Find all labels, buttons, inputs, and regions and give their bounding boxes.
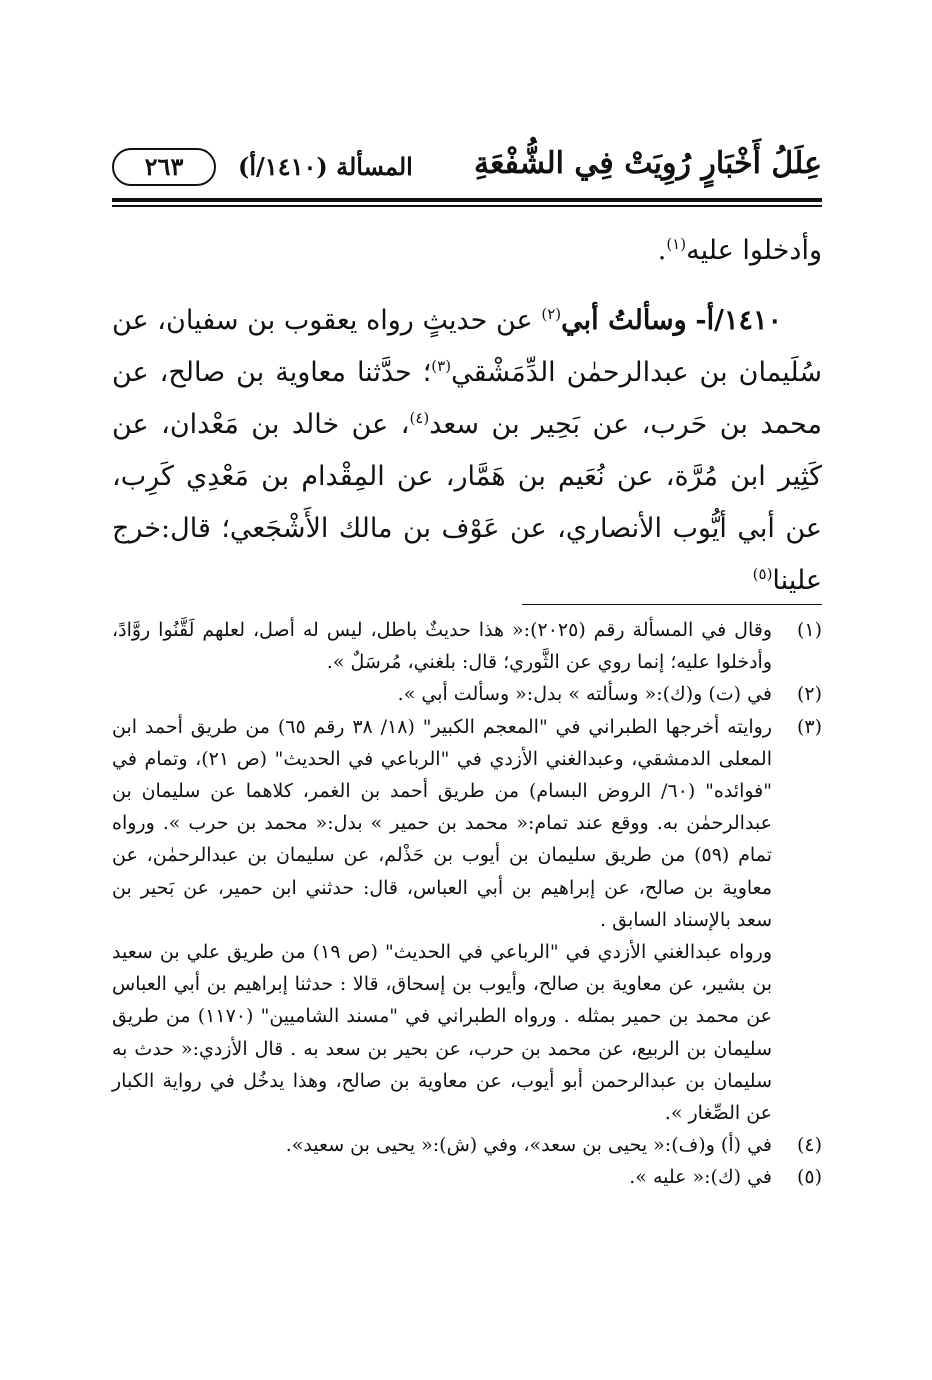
entry-text-c: ، عن خالد بن مَعْدان، عن كَثِير ابن مُرَّة، عن نُعَيم بن هَمَّار، عن المِقْدام بن مَعْدِي كَرِب، عن أبي أيُّوب الأنصاري، عن عَوْف بن مالك الأَشْجَعي؛ قال:خرج علينا bbox=[112, 409, 822, 596]
entry-text-b: ؛ حدَّثنا معاوية بن صالح، عن محمد بن حَرب، عن بَحِير بن سعد bbox=[112, 357, 823, 440]
entry-text-a: عن حديثٍ رواه يعقوب بن سفيان، عن سُلَيمان بن عبدالرحمٰن الدِّمَشْقي bbox=[112, 305, 822, 388]
footnote-marker: (٥) bbox=[796, 1166, 822, 1189]
footnote-text: في (أ) و(ف):« يحيى بن سعد»، وفي (ش):« يحيى بن سعيد». bbox=[285, 1134, 772, 1157]
footnote-body bbox=[112, 1129, 772, 1161]
page-number: ٢٦٣ bbox=[112, 148, 216, 186]
footnote-body bbox=[112, 678, 772, 710]
footnote-body bbox=[112, 614, 772, 678]
footnotes bbox=[112, 614, 822, 1194]
footnote-body bbox=[112, 1161, 772, 1193]
footnote-4 bbox=[112, 1129, 822, 1161]
continuation-end: . bbox=[657, 235, 667, 266]
footnote-marker: (٤) bbox=[796, 1134, 822, 1157]
footnote-marker: (٣) bbox=[796, 715, 822, 738]
footnote-text: ورواه عبدالغني الأزدي في "الرباعي في الحديث" (ص ١٩) من طريق علي بن سعيد بن بشير، عن معاوية بن صالح، وأيوب بن إسحاق، قالا : حدثنا إبراهيم بن أبي العباس عن محمد بن حمير بمثله . ورواه الطبراني في "مسند الشاميين" (١١٧٠) من طريق سليمان بن الربيع، عن محمد بن حرب، عن بحير بن سعد به . قال الأزدي:« حدث به سليمان بن عبدالرحمن أبو أيوب، عن معاوية بن صالح، وهذا يدخُل في رواية الكبار عن الصِّغار ». bbox=[112, 941, 772, 1125]
footnote-ref-2: (٢) bbox=[541, 305, 562, 323]
main-text bbox=[112, 225, 822, 607]
entry-number: ١٤١٠/أ- bbox=[695, 305, 782, 336]
footnote-separator bbox=[522, 604, 822, 605]
entry-paragraph bbox=[112, 295, 822, 607]
footnote-3 bbox=[112, 711, 822, 1130]
footnote-marker: (٢) bbox=[796, 683, 822, 706]
header-rule-thin bbox=[112, 205, 822, 207]
footnote-1 bbox=[112, 614, 822, 678]
footnote-text: وقال في المسألة رقم (٢٠٢٥):« هذا حديثٌ باطل، ليس له أصل، لعلهم لَقَّنُوا روَّادً، وأدخلوا عليه؛ إنما روي عن الثَّوري؛ قال: بلغني، مُرسَلٌ ». bbox=[112, 619, 773, 674]
header-rule-thick bbox=[112, 198, 822, 202]
footnote-body bbox=[112, 711, 772, 1130]
footnote-text: روايته أخرجها الطبراني في "المعجم الكبير" (١٨/ ٣٨ رقم ٦٥) من طريق أحمد ابن المعلى الدمشقي، وعبدالغني الأزدي في "الرباعي في الحديث" (ص ٢١)، وتمام في "فوائده" (٦٠/ الروض البسام) من طريق أحمد بن الغمر، كلاهما عن سليمان بن عبدالرحمٰن به. ووقع عند تمام:« محمد بن حمير » بدل:« محمد بن حرب ». ورواه تمام (٥٩) من طريق سليمان بن أيوب بن حَذْلم، عن سليمان بن عبدالرحمٰن، عن معاوية بن صالح، عن إبراهيم بن أبي العباس، قال: حدثني ابن حمير، عن بَحير بن سعد بالإسناد السابق . bbox=[112, 715, 773, 931]
footnote-ref-5: (٥) bbox=[752, 565, 773, 583]
continuation-paragraph bbox=[112, 225, 822, 277]
entry-lead: وسألتُ أبي bbox=[561, 305, 687, 336]
footnote-ref-3: (٣) bbox=[431, 357, 452, 375]
footnote-ref-1: (١) bbox=[666, 235, 687, 253]
footnote-5 bbox=[112, 1161, 822, 1193]
running-title: عِلَلُ أَخْبَارٍ رُوِيَتْ فِي الشُّفْعَةِ bbox=[474, 146, 822, 181]
issue-label: المسألة (١٤١٠/أ) bbox=[238, 152, 413, 181]
footnote-text: في (ت) و(ك):« وسألته » بدل:« وسألت أبي ». bbox=[397, 683, 772, 706]
footnote-text: في (ك):« عليه ». bbox=[629, 1166, 772, 1189]
footnote-ref-4: (٤) bbox=[409, 409, 430, 427]
footnote-marker: (١) bbox=[796, 619, 822, 641]
footnote-2 bbox=[112, 678, 822, 710]
page-header bbox=[112, 138, 822, 196]
continuation-text: وأدخلوا عليه bbox=[686, 235, 822, 266]
